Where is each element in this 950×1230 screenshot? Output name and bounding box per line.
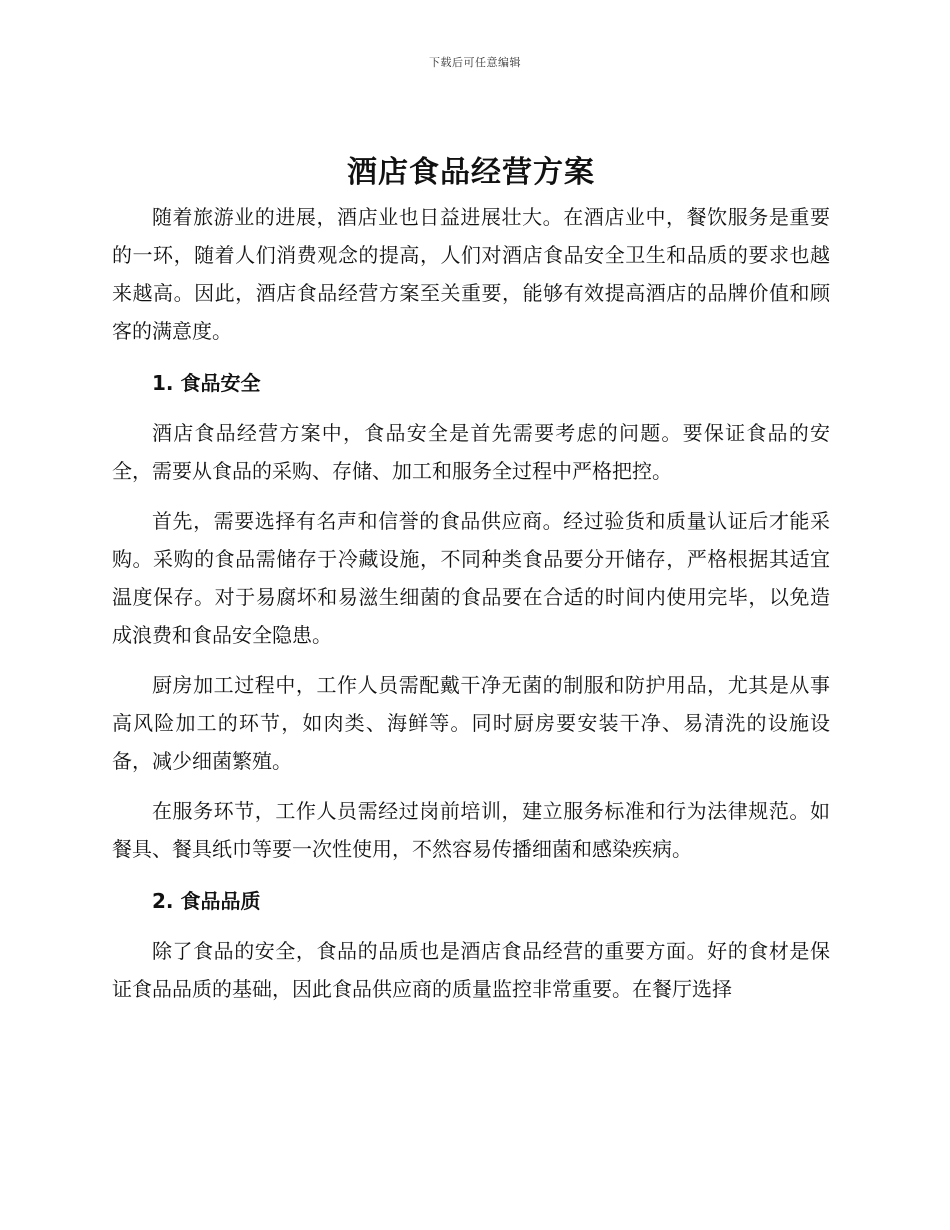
paragraph: 首先，需要选择有名声和信誉的食品供应商。经过验货和质量认证后才能采购。采购的食品需储存于冷藏设施，不同种类食品要分开储存，严格根据其适宜温度保存。对于易腐坏和易滋生细菌的食品要在合适的时间内使用完毕，以免造成浪费和食品安全隐患。 — [112, 509, 830, 647]
header-note: 下载后可任意编辑 — [429, 56, 521, 69]
paragraph: 酒店食品经营方案中，食品安全是首先需要考虑的问题。要保证食品的安全，需要从食品的采购、存储、加工和服务全过程中严格把控。 — [112, 421, 830, 483]
section-heading-food-quality: 2. 食品品质 — [152, 889, 261, 913]
paragraph: 在服务环节，工作人员需经过岗前培训，建立服务标准和行为法律规范。如餐具、餐具纸巾等要一次性使用，不然容易传播细菌和感染疾病。 — [112, 799, 830, 861]
paragraph: 厨房加工过程中，工作人员需配戴干净无菌的制服和防护用品，尤其是从事高风险加工的环节，如肉类、海鲜等。同时厨房要安装干净、易清洗的设施设备，减少细菌繁殖。 — [112, 673, 830, 773]
document-body — [112, 152, 830, 1008]
document-title: 酒店食品经营方案 — [347, 155, 595, 190]
section-heading-food-safety: 1. 食品安全 — [152, 371, 261, 395]
intro-paragraph: 随着旅游业的进展，酒店业也日益进展壮大。在酒店业中，餐饮服务是重要的一环，随着人们消费观念的提高，人们对酒店食品安全卫生和品质的要求也越来越高。因此，酒店食品经营方案至关重要，能够有效提高酒店的品牌价值和顾客的满意度。 — [112, 205, 830, 343]
paragraph: 除了食品的安全，食品的品质也是酒店食品经营的重要方面。好的食材是保证食品品质的基础，因此食品供应商的质量监控非常重要。在餐厅选择 — [112, 939, 830, 1001]
